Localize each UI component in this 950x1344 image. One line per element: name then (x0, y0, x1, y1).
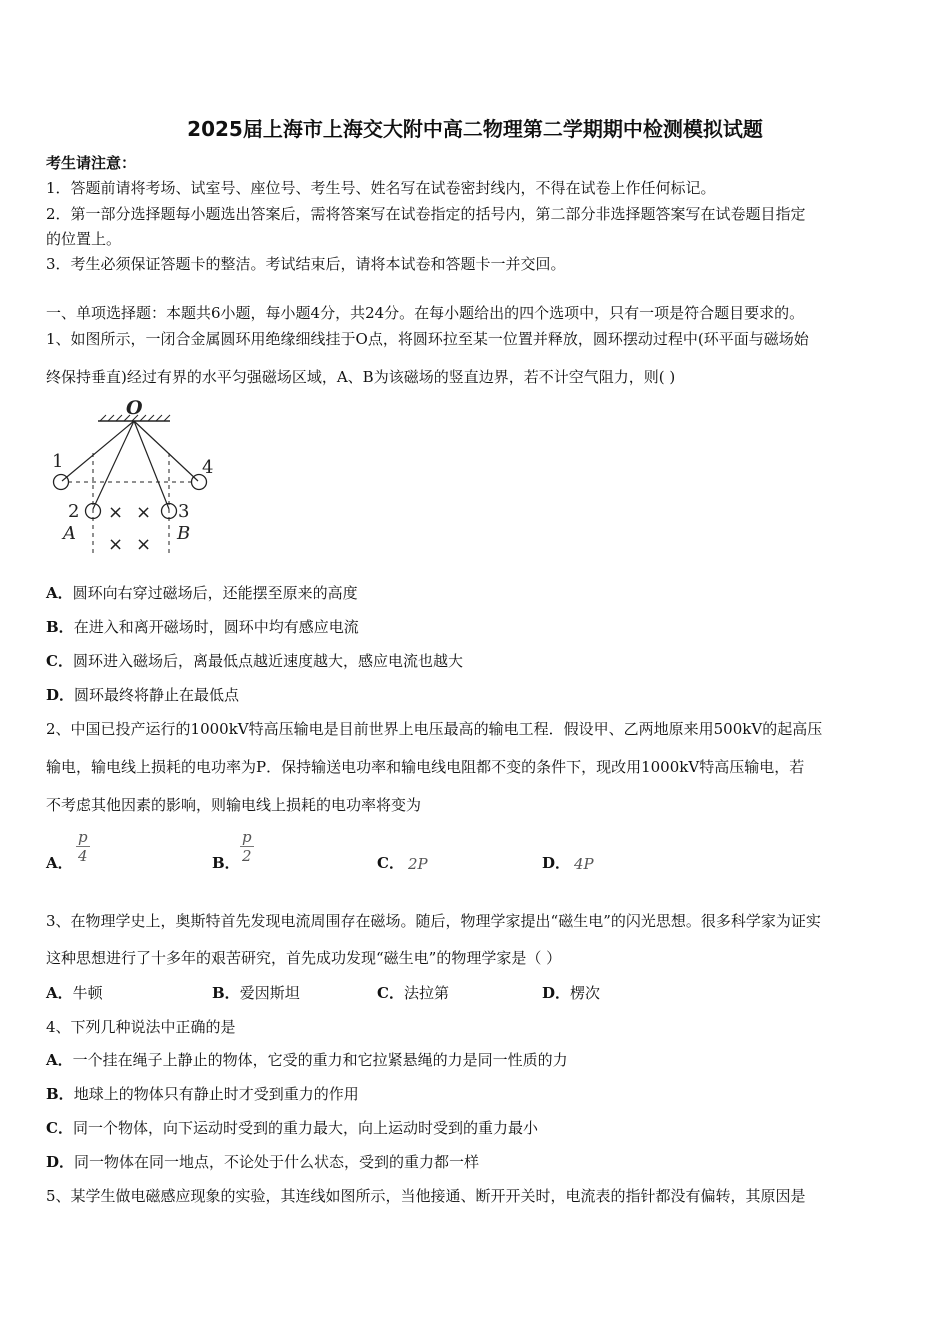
question-1-text: 1、如图所示，一闭合金属圆环用绝缘细线挂于O点，将圆环拉至某一位置并释放，圆环摆动过程中(环平面与磁场始 (46, 330, 809, 348)
fraction-p-over-2: $\frac{p}{2}$ (242, 828, 252, 865)
notice-item: 的位置上。 (46, 230, 122, 248)
option-item[interactable]: C．法拉第 (377, 984, 449, 1002)
question-3-text: 这种思想进行了十多年的艰苦研究，首先成功发现“磁生电”的物理学家是（ ） (46, 949, 562, 967)
point-o-label: O (126, 397, 143, 419)
option-item[interactable]: B．爱因斯坦 (212, 984, 300, 1002)
field-cross: × (108, 502, 124, 523)
option-item[interactable]: A．一个挂在绳子上静止的物体，它受的重力和它拉紧悬绳的力是同一性质的力 (46, 1051, 568, 1069)
field-cross: × (108, 534, 124, 555)
pendulum-magnetic-field-figure (46, 393, 226, 558)
option-value: 2P (408, 855, 428, 873)
notice-item: 3．考生必须保证答题卡的整洁。考试结束后，请将本试卷和答题卡一并交回。 (46, 255, 566, 273)
option-item[interactable]: C．圆环进入磁场后，离最低点越近速度越大，感应电流也越大 (46, 652, 463, 670)
notice-item: 1．答题前请将考场、试室号、座位号、考生号、姓名写在试卷密封线内，不得在试卷上作任何标记。 (46, 179, 716, 197)
question-1-text: 终保持垂直)经过有界的水平匀强磁场区域，A、B为该磁场的竖直边界，若不计空气阻力，则( ) (46, 368, 676, 386)
option-item[interactable]: A．圆环向右穿过磁场后，还能摆至原来的高度 (46, 584, 358, 602)
field-cross: × (136, 534, 152, 555)
notice-item: 2．第一部分选择题每小题选出答案后，需将答案写在试卷指定的括号内，第二部分非选择题答案写在试卷题目指定 (46, 205, 806, 223)
label-2: 2 (68, 501, 80, 522)
option-item[interactable]: C．同一个物体，向下运动时受到的重力最大，向上运动时受到的重力最小 (46, 1119, 538, 1137)
option-item[interactable]: A．牛顿 (46, 984, 103, 1002)
question-3-text: 3、在物理学史上，奥斯特首先发现电流周围存在磁场。随后，物理学家提出“磁生电”的闪光思想。很多科学家为证实 (46, 912, 821, 930)
option-letter[interactable]: A． (46, 854, 73, 872)
question-2-text: 输电，输电线上损耗的电功率为P．保持输送电功率和输电线电阻都不变的条件下，现改用1000kV特高压输电，若 (46, 758, 805, 776)
section-heading: 一、单项选择题：本题共6小题，每小题4分，共24分。在每小题给出的四个选项中，只有一项是符合题目要求的。 (46, 304, 805, 322)
boundary-a-label: A (63, 523, 76, 544)
boundary-b-label: B (177, 523, 191, 544)
option-item[interactable]: D．楞次 (542, 984, 601, 1002)
label-1: 1 (52, 451, 64, 472)
field-cross: × (136, 502, 152, 523)
question-4-text: 4、下列几种说法中正确的是 (46, 1018, 236, 1036)
option-item[interactable]: D．圆环最终将静止在最低点 (46, 686, 240, 704)
option-item[interactable]: B．地球上的物体只有静止时才受到重力的作用 (46, 1085, 359, 1103)
label-4: 4 (202, 457, 214, 478)
page-title: 2025届上海市上海交大附中高二物理第二学期期中检测模拟试题 (187, 117, 763, 141)
option-letter[interactable]: B． (212, 854, 240, 872)
option-letter[interactable]: D． (542, 854, 571, 872)
notice-heading: 考生请注意： (46, 154, 137, 172)
option-item[interactable]: B．在进入和离开磁场时，圆环中均有感应电流 (46, 618, 359, 636)
question-5-text: 5、某学生做电磁感应现象的实验，其连线如图所示，当他接通、断开开关时，电流表的指针都没有偏转，其原因是 (46, 1187, 806, 1205)
label-3: 3 (178, 501, 190, 522)
ring-position-1 (54, 475, 69, 490)
option-item[interactable]: D．同一物体在同一地点，不论处于什么状态，受到的重力都一样 (46, 1153, 480, 1171)
question-2-text: 不考虑其他因素的影响，则输电线上损耗的电功率将变为 (46, 796, 422, 814)
option-value: 4P (574, 855, 594, 873)
fraction-p-over-4: $\frac{p}{4}$ (78, 828, 88, 865)
question-2-text: 2、中国已投产运行的1000kV特高压输电是目前世界上电压最高的输电工程．假设甲、乙两地原来用500kV的起高压 (46, 720, 823, 738)
option-letter[interactable]: C． (377, 854, 404, 872)
